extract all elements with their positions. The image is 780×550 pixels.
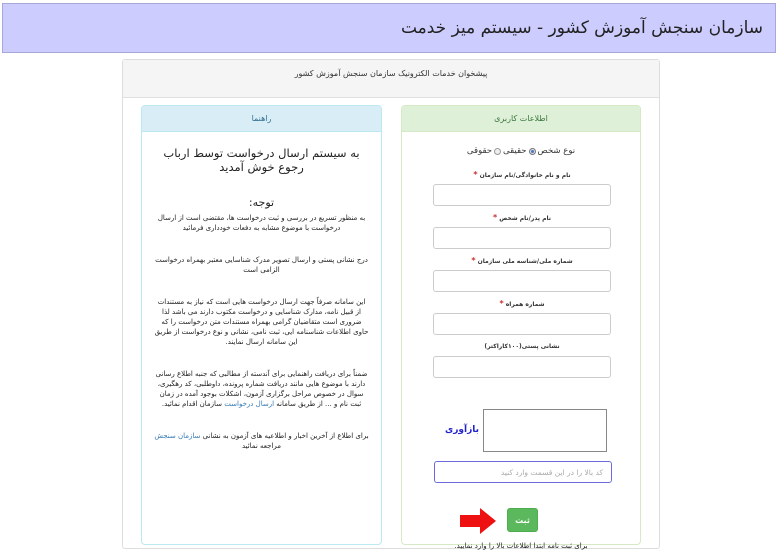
app-header bbox=[2, 3, 776, 53]
guide-heading bbox=[142, 106, 381, 132]
guide-panel bbox=[141, 105, 382, 545]
portal-heading bbox=[123, 60, 659, 98]
registration-form bbox=[402, 132, 640, 550]
person-type-group bbox=[402, 146, 640, 156]
submit-hint: برای ثبت نامه ابتدا اطلاعات بالا را وارد نمایید. bbox=[454, 542, 588, 550]
send-request-link[interactable]: ارسال درخواست bbox=[224, 400, 275, 408]
national-id-input[interactable] bbox=[433, 270, 611, 292]
postal-address-label-text: نشانی پستی(۱۰۰کاراکتر) bbox=[484, 343, 560, 350]
field-postal-address bbox=[433, 342, 611, 378]
guide-paragraph-4 bbox=[154, 369, 369, 409]
p5-text-before: برای اطلاع از آخرین اخبار و اطلاعیه های آزمون به نشانی bbox=[200, 432, 369, 440]
required-mark: * bbox=[471, 256, 476, 265]
mobile-label bbox=[433, 299, 611, 309]
portal-heading-text: پیشخوان خدمات الکترونیک سازمان سنجش آموزش کشور bbox=[294, 69, 488, 78]
radio-natural-label[interactable]: حقیقی bbox=[503, 146, 527, 156]
captcha-refresh-link[interactable]: بازآوری bbox=[445, 425, 480, 435]
p4-text-after: سازمان اقدام نمائید. bbox=[161, 400, 225, 408]
radio-legal-person[interactable] bbox=[494, 148, 501, 155]
person-type-label: نوع شخص bbox=[537, 146, 576, 156]
guide-heading-text: راهنما bbox=[251, 114, 272, 123]
full-name-input[interactable] bbox=[433, 184, 611, 206]
sanjesh-org-link[interactable]: سازمان سنجش bbox=[154, 432, 201, 440]
postal-address-label bbox=[433, 342, 611, 352]
postal-address-input[interactable] bbox=[433, 356, 611, 378]
guide-paragraph-3: این سامانه صرفاً جهت ارسال درخواست هایی است که نیاز به مستندات از قبیل نامه، مدارک شناسایی و درخواست مکتوب دارند می باشد لذا ضروری است متقاضیان گرامی بهمراه مستندات متن درخواست را که حاوی اطلاعات شناسنامه ایی، ثبت نامی، نشانی و نوع درخواست از طریق این سامانه ارسال نمایند. bbox=[154, 298, 369, 346]
field-full-name bbox=[433, 170, 611, 206]
required-mark: * bbox=[492, 213, 498, 222]
guide-body bbox=[142, 132, 381, 451]
guide-paragraph-5 bbox=[154, 431, 369, 451]
field-national-id bbox=[433, 256, 611, 292]
national-id-label-text: شماره ملی/شناسه ملی سازمان bbox=[477, 258, 573, 265]
required-mark: * bbox=[499, 299, 504, 308]
user-info-heading bbox=[402, 106, 640, 132]
p5-text-after: مراجعه نمائید bbox=[241, 442, 282, 450]
red-arrow-icon bbox=[460, 508, 496, 534]
captcha-input[interactable] bbox=[434, 461, 612, 483]
field-mobile bbox=[433, 299, 611, 335]
app-title: سازمان سنجش آموزش کشور - سیستم میز خدمت bbox=[400, 18, 763, 38]
father-name-input[interactable] bbox=[433, 227, 611, 249]
captcha-image bbox=[483, 409, 607, 452]
note-title: توجه: bbox=[248, 196, 275, 209]
mobile-label-text: شماره همراه bbox=[505, 301, 545, 308]
full-name-label bbox=[433, 170, 611, 180]
national-id-label bbox=[433, 256, 611, 266]
guide-paragraph-2: درج نشانی پستی و ارسال تصویر مدرک شناسایی معتبر بهمراه درخواست الزامی است bbox=[155, 256, 368, 274]
field-father-name bbox=[433, 213, 611, 249]
p4-text-before: ضمناً برای دریافت راهنمایی برای آندسته از مطالبی که جنبه اطلاع رسانی دارند با موضوع هایی مانند دریافت شماره پرونده، داوطلبی، کد رهگیری، سوال در خصوص مراحل برگزاری آزمون، اشکلات بوجود آمده در زمان ثبت نام و ... از طریق سامانه bbox=[155, 370, 368, 408]
guide-paragraph-1: به منظور تسریع در بررسی و ثبت درخواست ها، مقتضی است از ارسال درخواست با موضوع مشابه به دفعات خودداری فرمائید bbox=[157, 214, 366, 232]
father-name-label-text: نام پدر/نام شخص bbox=[499, 215, 552, 222]
user-info-heading-text: اطلاعات کاربری bbox=[494, 114, 548, 123]
father-name-label bbox=[433, 213, 611, 223]
welcome-title: به سیستم ارسال درخواست توسط ارباب رجوع خوش آمدید bbox=[163, 146, 360, 174]
mobile-input[interactable] bbox=[433, 313, 611, 335]
radio-natural-person[interactable] bbox=[529, 148, 536, 155]
user-info-panel bbox=[401, 105, 641, 550]
required-mark: * bbox=[473, 170, 478, 179]
submit-button[interactable]: ثبت bbox=[507, 508, 538, 532]
radio-legal-label[interactable]: حقوقی bbox=[466, 146, 493, 156]
full-name-label-text: نام و نام خانوادگی/نام سازمان bbox=[479, 172, 571, 179]
